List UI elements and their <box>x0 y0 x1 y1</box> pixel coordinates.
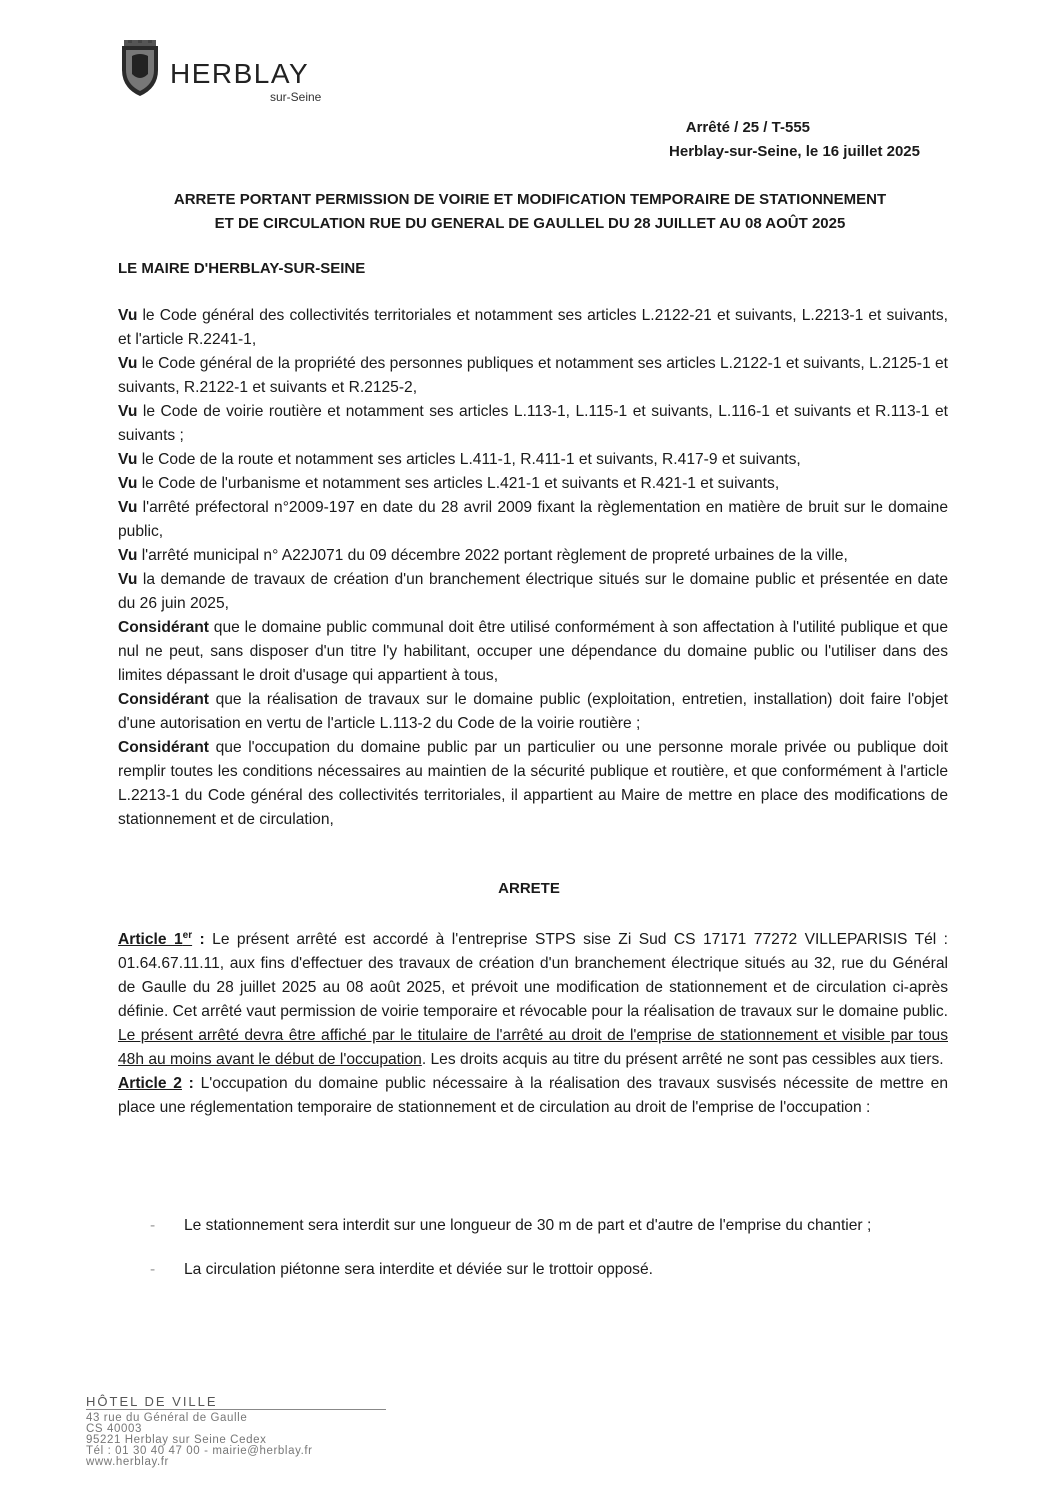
brand-name: HERBLAY <box>170 58 310 89</box>
reference-block <box>520 116 920 164</box>
visa-keyword: Considérant <box>118 619 209 636</box>
visa-paragraph <box>118 736 948 832</box>
arrete-heading: ARRETE <box>498 880 560 897</box>
visa-paragraph <box>118 400 948 448</box>
arrete-reference: Arrêté / 25 / T-555 <box>685 119 810 136</box>
visa-text: le Code de la route et notamment ses articles L.411-1, R.411-1 et suivants, R.417-9 et suivants, <box>137 451 801 468</box>
list-item-text: Le stationnement sera interdit sur une longueur de 30 m de part et d'autre de l'emprise du chantier ; <box>184 1217 872 1234</box>
title-line-2: ET DE CIRCULATION RUE DU GENERAL DE GAULLEL DU 28 JUILLET AU 08 AOÛT 2025 <box>214 215 846 232</box>
article-1-label: Article 1er <box>118 929 193 948</box>
visa-text: que la réalisation de travaux sur le domaine public (exploitation, entretien, installation) doit faire l'objet d'une autorisation en vertu de l'article L.113-2 du Code de la voirie routière ; <box>118 691 948 732</box>
herblay-logo <box>118 40 348 110</box>
visa-paragraph <box>118 496 948 544</box>
visa-keyword: Vu <box>118 475 138 492</box>
visa-paragraph <box>118 352 948 400</box>
restrictions-list <box>150 1208 950 1288</box>
visa-keyword: Vu <box>118 403 138 420</box>
footer-title: HÔTEL DE VILLE <box>86 1396 386 1410</box>
visa-text: l'arrêté préfectoral n°2009-197 en date du 28 avril 2009 fixant la règlementation en matière de bruit sur le domaine public, <box>118 499 948 540</box>
visa-text: la demande de travaux de création d'un branchement électrique situés sur le domaine public et présentée en date du 26 juin 2025, <box>118 571 948 612</box>
articles-section <box>118 928 948 1120</box>
visa-text: le Code de voirie routière et notamment ses articles L.113-1, L.115-1 et suivants, L.116-1 et suivants et R.113-1 et suivants ; <box>118 403 948 444</box>
article-2: Article 2 : L'occupation du domaine public nécessaire à la réalisation des travaux susvisés nécessite de mettre en place une réglementation temporaire de stationnement et de circulation au droit de l'emprise de l'occupation : <box>118 1075 949 1116</box>
visa-paragraph <box>118 448 948 472</box>
visa-paragraph <box>118 304 948 352</box>
dash-bullet: - <box>150 1217 156 1234</box>
article-2-label: Article 2 <box>118 1075 182 1092</box>
list-item-text: La circulation piétonne sera interdite et déviée sur le trottoir opposé. <box>184 1261 653 1278</box>
maire-heading: LE MAIRE D'HERBLAY-SUR-SEINE <box>118 260 366 277</box>
footer-address <box>86 1396 396 1468</box>
visa-keyword: Vu <box>118 451 138 468</box>
visa-paragraph <box>118 688 948 736</box>
footer-line: CS 40003 <box>86 1423 142 1435</box>
visa-paragraph <box>118 568 948 616</box>
visa-text: le Code général de la propriété des personnes publiques et notamment ses articles L.2122-1 et suivants, L.2125-1 et suivants, R.2122-1 et suivants et R.2125-2, <box>118 355 948 396</box>
list-item <box>150 1252 950 1288</box>
visa-text: que l'occupation du domaine public par un particulier ou une personne morale privée ou publique doit remplir toutes les conditions nécessaires au maintien de la sécurité publique et routière, et que conformément à l'article L.2213-1 du Code général des collectivités territoriales, il appartient au Maire de mettre en place des modifications de stationnement et de circulation, <box>118 739 948 828</box>
visa-text: que le domaine public communal doit être utilisé conformément à son affectation à l'utilité publique et que nul ne peut, sans disposer d'un titre l'y habilitant, occuper une dépendance du domaine public ou l'utiliser dans des limites dépassant le droit d'usage qui appartient à tous, <box>118 619 948 684</box>
footer-line: Tél : 01 30 40 47 00 - mairie@herblay.fr <box>86 1445 313 1457</box>
footer-line: 43 rue du Général de Gaulle <box>86 1412 248 1424</box>
visa-keyword: Vu <box>118 547 138 564</box>
visa-keyword: Vu <box>118 355 138 372</box>
title-line-1: ARRETE PORTANT PERMISSION DE VOIRIE ET MODIFICATION TEMPORAIRE DE STATIONNEMENT <box>173 191 887 208</box>
visa-keyword: Vu <box>118 307 138 324</box>
article-2-text: L'occupation du domaine public nécessaire à la réalisation des travaux susvisés nécessite de mettre en place une réglementation temporaire de stationnement et de circulation au droit de l'emprise de l'occupation : <box>118 1075 949 1116</box>
visas-section <box>118 304 948 832</box>
visa-keyword: Considérant <box>118 691 209 708</box>
article-1-underlined: Le présent arrêté devra être affiché par le titulaire de l'arrêté au droit de l'emprise de stationnement et visible par tous 48h au moins avant le début de l'occupation <box>118 1027 948 1068</box>
date-line: Herblay-sur-Seine, le 16 juillet 2025 <box>669 143 920 160</box>
visa-keyword: Vu <box>118 499 138 516</box>
article-1-tail: . Les droits acquis au titre du présent arrêté ne sont pas cessibles aux tiers. <box>421 1051 944 1068</box>
visa-text: le Code général des collectivités territoriales et notamment ses articles L.2122-21 et suivants, L.2213-1 et suivants, et l'article R.2241-1, <box>118 307 948 348</box>
visa-paragraph <box>118 616 948 688</box>
dash-bullet: - <box>150 1261 156 1278</box>
visa-paragraph <box>118 472 948 496</box>
document-title <box>100 188 960 236</box>
city-crest-icon <box>118 40 162 98</box>
visa-keyword: Vu <box>118 571 138 588</box>
article-1-text: Le présent arrêté est accordé à l'entreprise STPS sise Zi Sud CS 17171 77272 VILLEPARISIS Tél : 01.64.67.11.11, aux fins d'effectuer des travaux de création d'un branchement électrique situés au 32, rue du Général de Gaulle du 28 juillet 2025 au 08 août 2025, et prévoit une modification de stationnement et de circulation ci-après définie. Cet arrêté vaut permission de voirie temporaire et révocable pour la réalisation de travaux sur le domaine public. <box>118 931 949 1020</box>
footer-line: 95221 Herblay sur Seine Cedex <box>86 1434 267 1446</box>
visa-text: le Code de l'urbanisme et notamment ses articles L.421-1 et suivants et R.421-1 et suivants, <box>137 475 780 492</box>
list-item <box>150 1208 950 1244</box>
article-1: Article 1er : Le présent arrêté est accordé à l'entreprise STPS sise Zi Sud CS 17171 77272 VILLEPARISIS Tél : 01.64.67.11.11, aux fins d'effectuer des travaux de création d'un branchement électrique situés au 32, rue du Général de Gaulle du 28 juillet 2025 au 08 août 2025, et prévoit une modification de stationnement et de circulation ci-après définie. Cet arrêté vaut permission de voirie temporaire et révocable pour la réalisation de travaux sur le domaine public. Le présent arrêté devra être affiché par le titulaire de l'arrêté au droit de l'emprise de stationnement et visible par tous 48h au moins avant le début de l'occupation. Les droits acquis au titre du présent arrêté ne sont pas cessibles aux tiers. <box>118 929 949 1068</box>
brand-subtitle: sur-Seine <box>270 90 322 104</box>
visa-paragraph <box>118 544 948 568</box>
footer-website: www.herblay.fr <box>86 1456 169 1468</box>
visa-keyword: Considérant <box>118 739 209 756</box>
visa-text: l'arrêté municipal n° A22J071 du 09 décembre 2022 portant règlement de propreté urbaines de la ville, <box>137 547 848 564</box>
